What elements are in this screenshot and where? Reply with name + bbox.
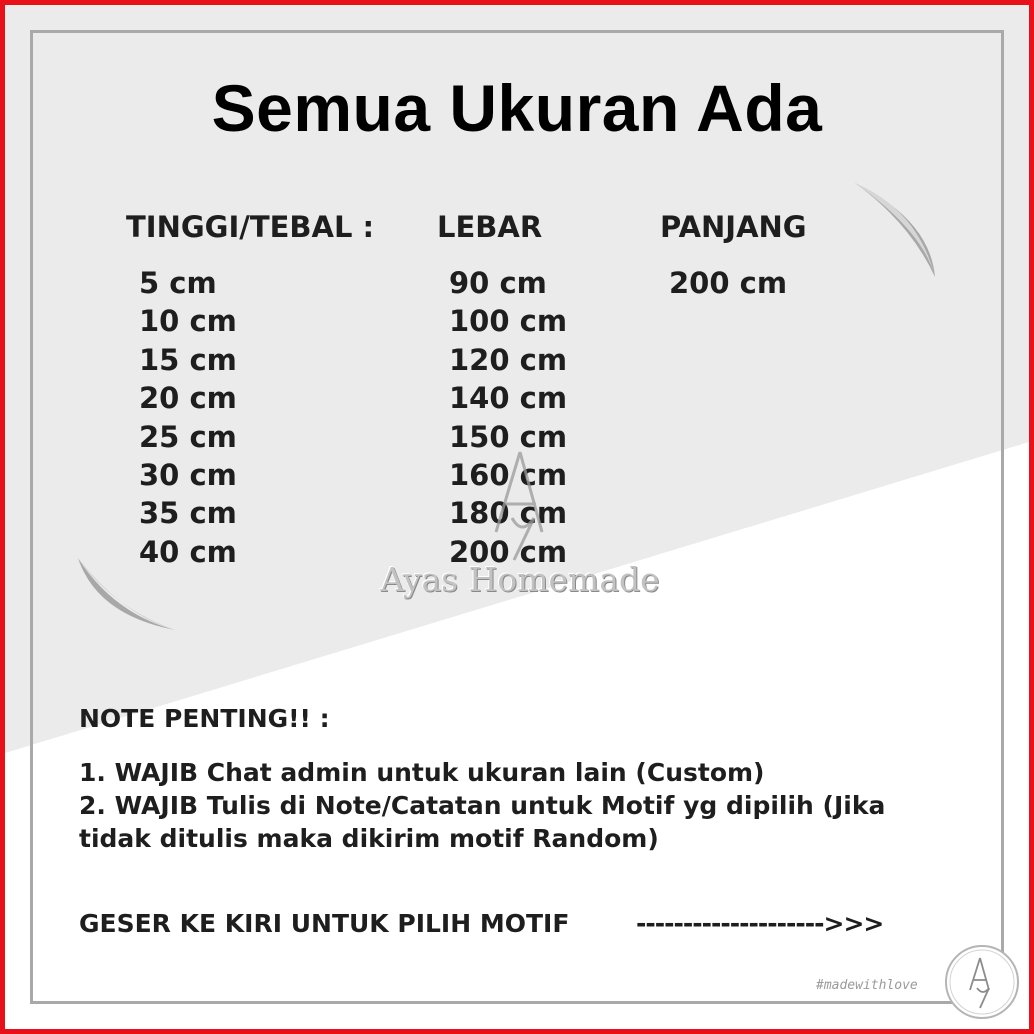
note-item: 2. WAJIB Tulis di Note/Catatan untuk Motif yg dipilih (Jika tidak ditulis maka dikirim motif Random): [79, 791, 886, 853]
tinggi-value: 5 cm: [139, 266, 217, 300]
tinggi-value: 35 cm: [139, 496, 237, 531]
swipe-instruction: GESER KE KIRI UNTUK PILIH MOTIF: [79, 909, 570, 938]
lebar-value: 160 cm: [449, 458, 568, 493]
lebar-value: 200 cm: [449, 534, 568, 569]
tinggi-value: 40 cm: [139, 534, 237, 569]
note-item: 1. WAJIB Chat admin untuk ukuran lain (Custom): [79, 758, 765, 787]
note-list: [79, 756, 959, 855]
column-header-tinggi: TINGGI/TEBAL :: [126, 210, 375, 244]
tinggi-value: 10 cm: [139, 304, 237, 339]
swipe-arrow: -------------------->>>: [636, 909, 884, 938]
tinggi-list: [139, 264, 237, 571]
lebar-value: 100 cm: [449, 304, 568, 339]
brand-logo-icon: [944, 944, 1020, 1020]
lebar-value: 120 cm: [449, 342, 568, 377]
lebar-value: 140 cm: [449, 381, 568, 416]
column-header-panjang: PANJANG: [660, 210, 807, 244]
tinggi-value: 30 cm: [139, 458, 237, 493]
lebar-value: 180 cm: [449, 496, 568, 531]
page-title: Semua Ukuran Ada: [211, 71, 823, 145]
note-header: NOTE PENTING!! :: [79, 704, 330, 733]
lebar-value: 90 cm: [449, 266, 547, 300]
tinggi-value: 25 cm: [139, 419, 237, 454]
panjang-value: 200 cm: [669, 266, 788, 300]
hashtag: #madewithlove: [816, 978, 918, 993]
lebar-value: 150 cm: [449, 419, 568, 454]
watermark-brand: Ayas Homemade: [380, 560, 660, 599]
panjang-list: [669, 264, 787, 302]
tinggi-value: 20 cm: [139, 381, 237, 416]
column-header-lebar: LEBAR: [437, 210, 543, 244]
tinggi-value: 15 cm: [139, 342, 237, 377]
